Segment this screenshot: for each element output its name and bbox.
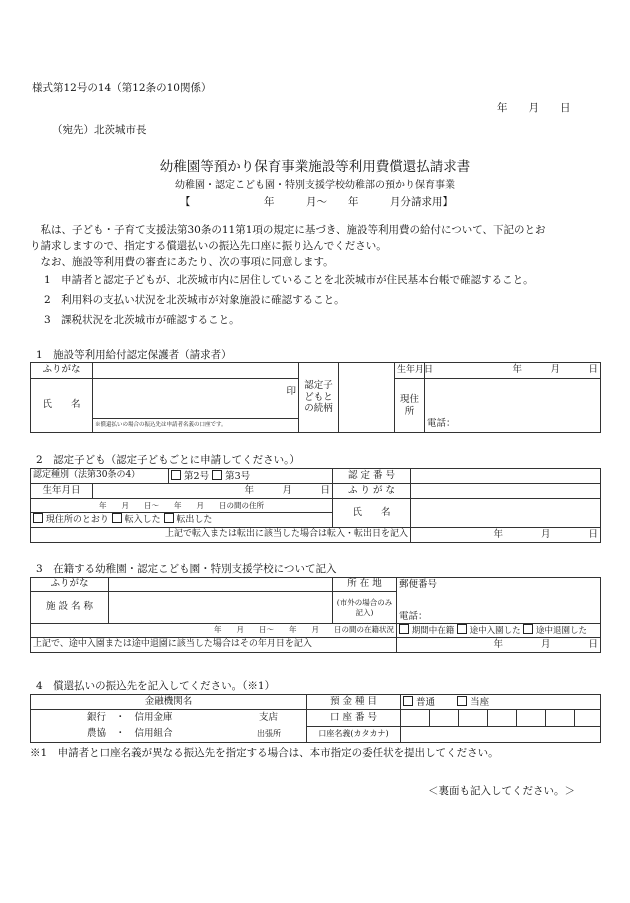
change-date-field[interactable]: 年 月 日 xyxy=(397,638,601,653)
moved-in-label: 転入した xyxy=(124,515,161,525)
claim-period: 【 年 月～ 年 月分請求用】 xyxy=(180,196,453,208)
mid-entry-label: 途中入園した xyxy=(469,626,521,637)
bank-table xyxy=(30,694,601,743)
account-number-field[interactable] xyxy=(401,710,601,727)
intro-paragraph-2: なお、施設等利用費の審査にあたり、次の事項に同意します。 xyxy=(30,256,334,268)
facility-table xyxy=(30,577,601,653)
child-table xyxy=(30,468,601,543)
same-address-label: 現住所のとおり xyxy=(45,515,109,525)
relation-field[interactable] xyxy=(339,363,395,433)
bank-type-line-2: 農協 ・ 信用組合 xyxy=(87,728,173,739)
bank-owner-note: ※償還払いの場合の振込先は申請者名義の口座です。 xyxy=(93,419,299,433)
guardian-birth-label: 生年月日 xyxy=(395,363,425,379)
move-date-field[interactable]: 年 月 日 xyxy=(411,528,601,543)
child-furigana-field[interactable] xyxy=(411,484,601,499)
consent-item-3: 3 課税状況を北茨城市が確認すること。 xyxy=(44,314,240,326)
page-title: 幼稚園等預かり保育事業施設等利用費償還払請求書 xyxy=(159,159,471,175)
section-4-heading: 4 償還払いの振込先を記入してください。（※1） xyxy=(36,680,276,692)
cert-type-3-checkbox[interactable] xyxy=(212,470,222,480)
facility-phone-label: 電話： xyxy=(399,611,428,623)
bank-type-line-1: 銀行 ・ 信用金庫 xyxy=(87,712,173,723)
seal-mark: 印 xyxy=(286,386,296,397)
addressee: （宛先）北茨城市長 xyxy=(52,124,147,136)
postal-code-label: 郵便番号 xyxy=(399,579,438,590)
bank-name-header: 金融機関名 xyxy=(31,695,307,710)
current-label: 当座 xyxy=(470,696,490,708)
cert-number-label: 認 定 番 号 xyxy=(333,469,411,484)
mid-entry-checkbox[interactable] xyxy=(457,624,467,634)
facility-furigana-label: ふりがな xyxy=(31,578,109,592)
facility-location-field[interactable] xyxy=(397,578,601,624)
date-line: 年 月 日 xyxy=(497,102,571,114)
account-type-options xyxy=(401,695,601,710)
move-note: 上記で転入または転出に該当した場合は転入・転出日を記入 xyxy=(31,528,411,543)
bank-name-field[interactable] xyxy=(31,710,307,743)
sub-branch-label: 出張所 xyxy=(257,729,281,738)
full-period-checkbox[interactable] xyxy=(399,624,409,634)
intro-paragraph-1a: 私は、子ども・子育て支援法第30条の11第1項の規定に基づき、施設等利用費の給付について、下記のとお xyxy=(30,224,546,236)
cert-type-options xyxy=(169,469,333,484)
account-number-label: 口 座 番 号 xyxy=(307,710,401,727)
child-name-label: 氏 名 xyxy=(333,499,411,528)
moved-out-label: 転出した xyxy=(176,515,213,525)
consent-item-2: 2 利用料の支払い状況を北茨城市が対象施設に確認すること。 xyxy=(44,294,345,306)
guardian-name-field[interactable] xyxy=(93,379,299,419)
cert-type-label: 認定種別（法第30条の4） xyxy=(31,469,169,484)
ordinary-checkbox[interactable] xyxy=(403,696,413,706)
page-subtitle: 幼稚園・認定こども園・特別支援学校幼稚部の預かり保育事業 xyxy=(175,180,455,191)
facility-name-label: 施 設 名 称 xyxy=(31,592,109,624)
guardian-table xyxy=(30,362,601,433)
child-address-period xyxy=(31,499,333,528)
moved-out-checkbox[interactable] xyxy=(164,513,174,523)
full-period-label: 期間中在籍 xyxy=(411,626,455,637)
enrollment-period-line: 年 月 日～ 年 月 日の間の在籍状況 xyxy=(31,624,397,638)
current-checkbox[interactable] xyxy=(457,696,467,706)
relation-label: 認定子どもとの続柄 xyxy=(299,363,339,433)
mid-exit-label: 途中退園した xyxy=(536,626,588,637)
branch-label: 支店 xyxy=(259,712,279,723)
account-name-label: 口座名義(カタカナ) xyxy=(307,727,401,743)
mid-exit-checkbox[interactable] xyxy=(523,624,533,634)
guardian-address-label: 現住所 xyxy=(395,379,425,433)
section-2-heading: 2 認定子ども（認定子どもごとに申請してください。） xyxy=(36,454,300,466)
guardian-furigana-label: ふりがな xyxy=(31,363,93,379)
same-address-checkbox[interactable] xyxy=(33,513,43,523)
account-name-field[interactable] xyxy=(401,727,601,743)
ordinary-label: 普通 xyxy=(416,696,436,708)
consent-item-1: 1 申請者と認定子どもが、北茨城市内に居住していることを北茨城市が住民基本台帳で確認すること。 xyxy=(44,274,534,286)
cert-number-field[interactable] xyxy=(411,469,601,484)
section-1-heading: 1 施設等利用給付認定保護者（請求者） xyxy=(36,349,232,361)
child-furigana-label: ふ り が な xyxy=(333,484,411,499)
section-3-heading: 3 在籍する幼稚園・認定こども園・特別支援学校について記入 xyxy=(36,563,337,575)
cert-type-2-checkbox[interactable] xyxy=(171,470,181,480)
guardian-birth-field[interactable]: 年 月 日 xyxy=(425,363,601,379)
bank-footnote: ※1 申請者と口座名義が異なる振込先を指定する場合は、本市指定の委任状を提出してください。 xyxy=(30,747,499,759)
outside-city-note: (市外の場合のみ記入) xyxy=(333,592,397,624)
form-number: 様式第12号の14（第12条の10関係） xyxy=(32,82,212,94)
cert-type-2-label: 第2号 xyxy=(184,470,210,482)
facility-location-label: 所 在 地 xyxy=(333,578,397,592)
child-birth-field[interactable]: 年 月 日 xyxy=(93,484,333,499)
child-address-period-line: 年 月 日～ 年 月 日の間の住所 xyxy=(31,499,332,513)
intro-paragraph-1b: り請求しますので、指定する償還払いの振込先口座に振り込んでください。 xyxy=(30,240,387,252)
back-side-note: ＜裏面も記入してください。＞ xyxy=(428,785,575,797)
facility-name-field[interactable] xyxy=(109,592,333,624)
change-note: 上記で、途中入園または途中退園に該当した場合はその年月日を記入 xyxy=(31,638,397,653)
cert-type-3-label: 第3号 xyxy=(225,470,251,482)
guardian-phone-label: 電話： xyxy=(427,417,456,429)
child-birth-label: 生年月日 xyxy=(31,484,93,499)
guardian-name-label: 氏 名 xyxy=(31,379,93,433)
enrollment-options xyxy=(397,624,601,638)
moved-in-checkbox[interactable] xyxy=(112,513,122,523)
guardian-furigana-field[interactable] xyxy=(93,363,299,379)
guardian-address-field[interactable] xyxy=(425,379,601,433)
facility-furigana-field[interactable] xyxy=(109,578,333,592)
account-type-label: 預 金 種 目 xyxy=(307,695,401,710)
child-name-field[interactable] xyxy=(411,499,601,528)
